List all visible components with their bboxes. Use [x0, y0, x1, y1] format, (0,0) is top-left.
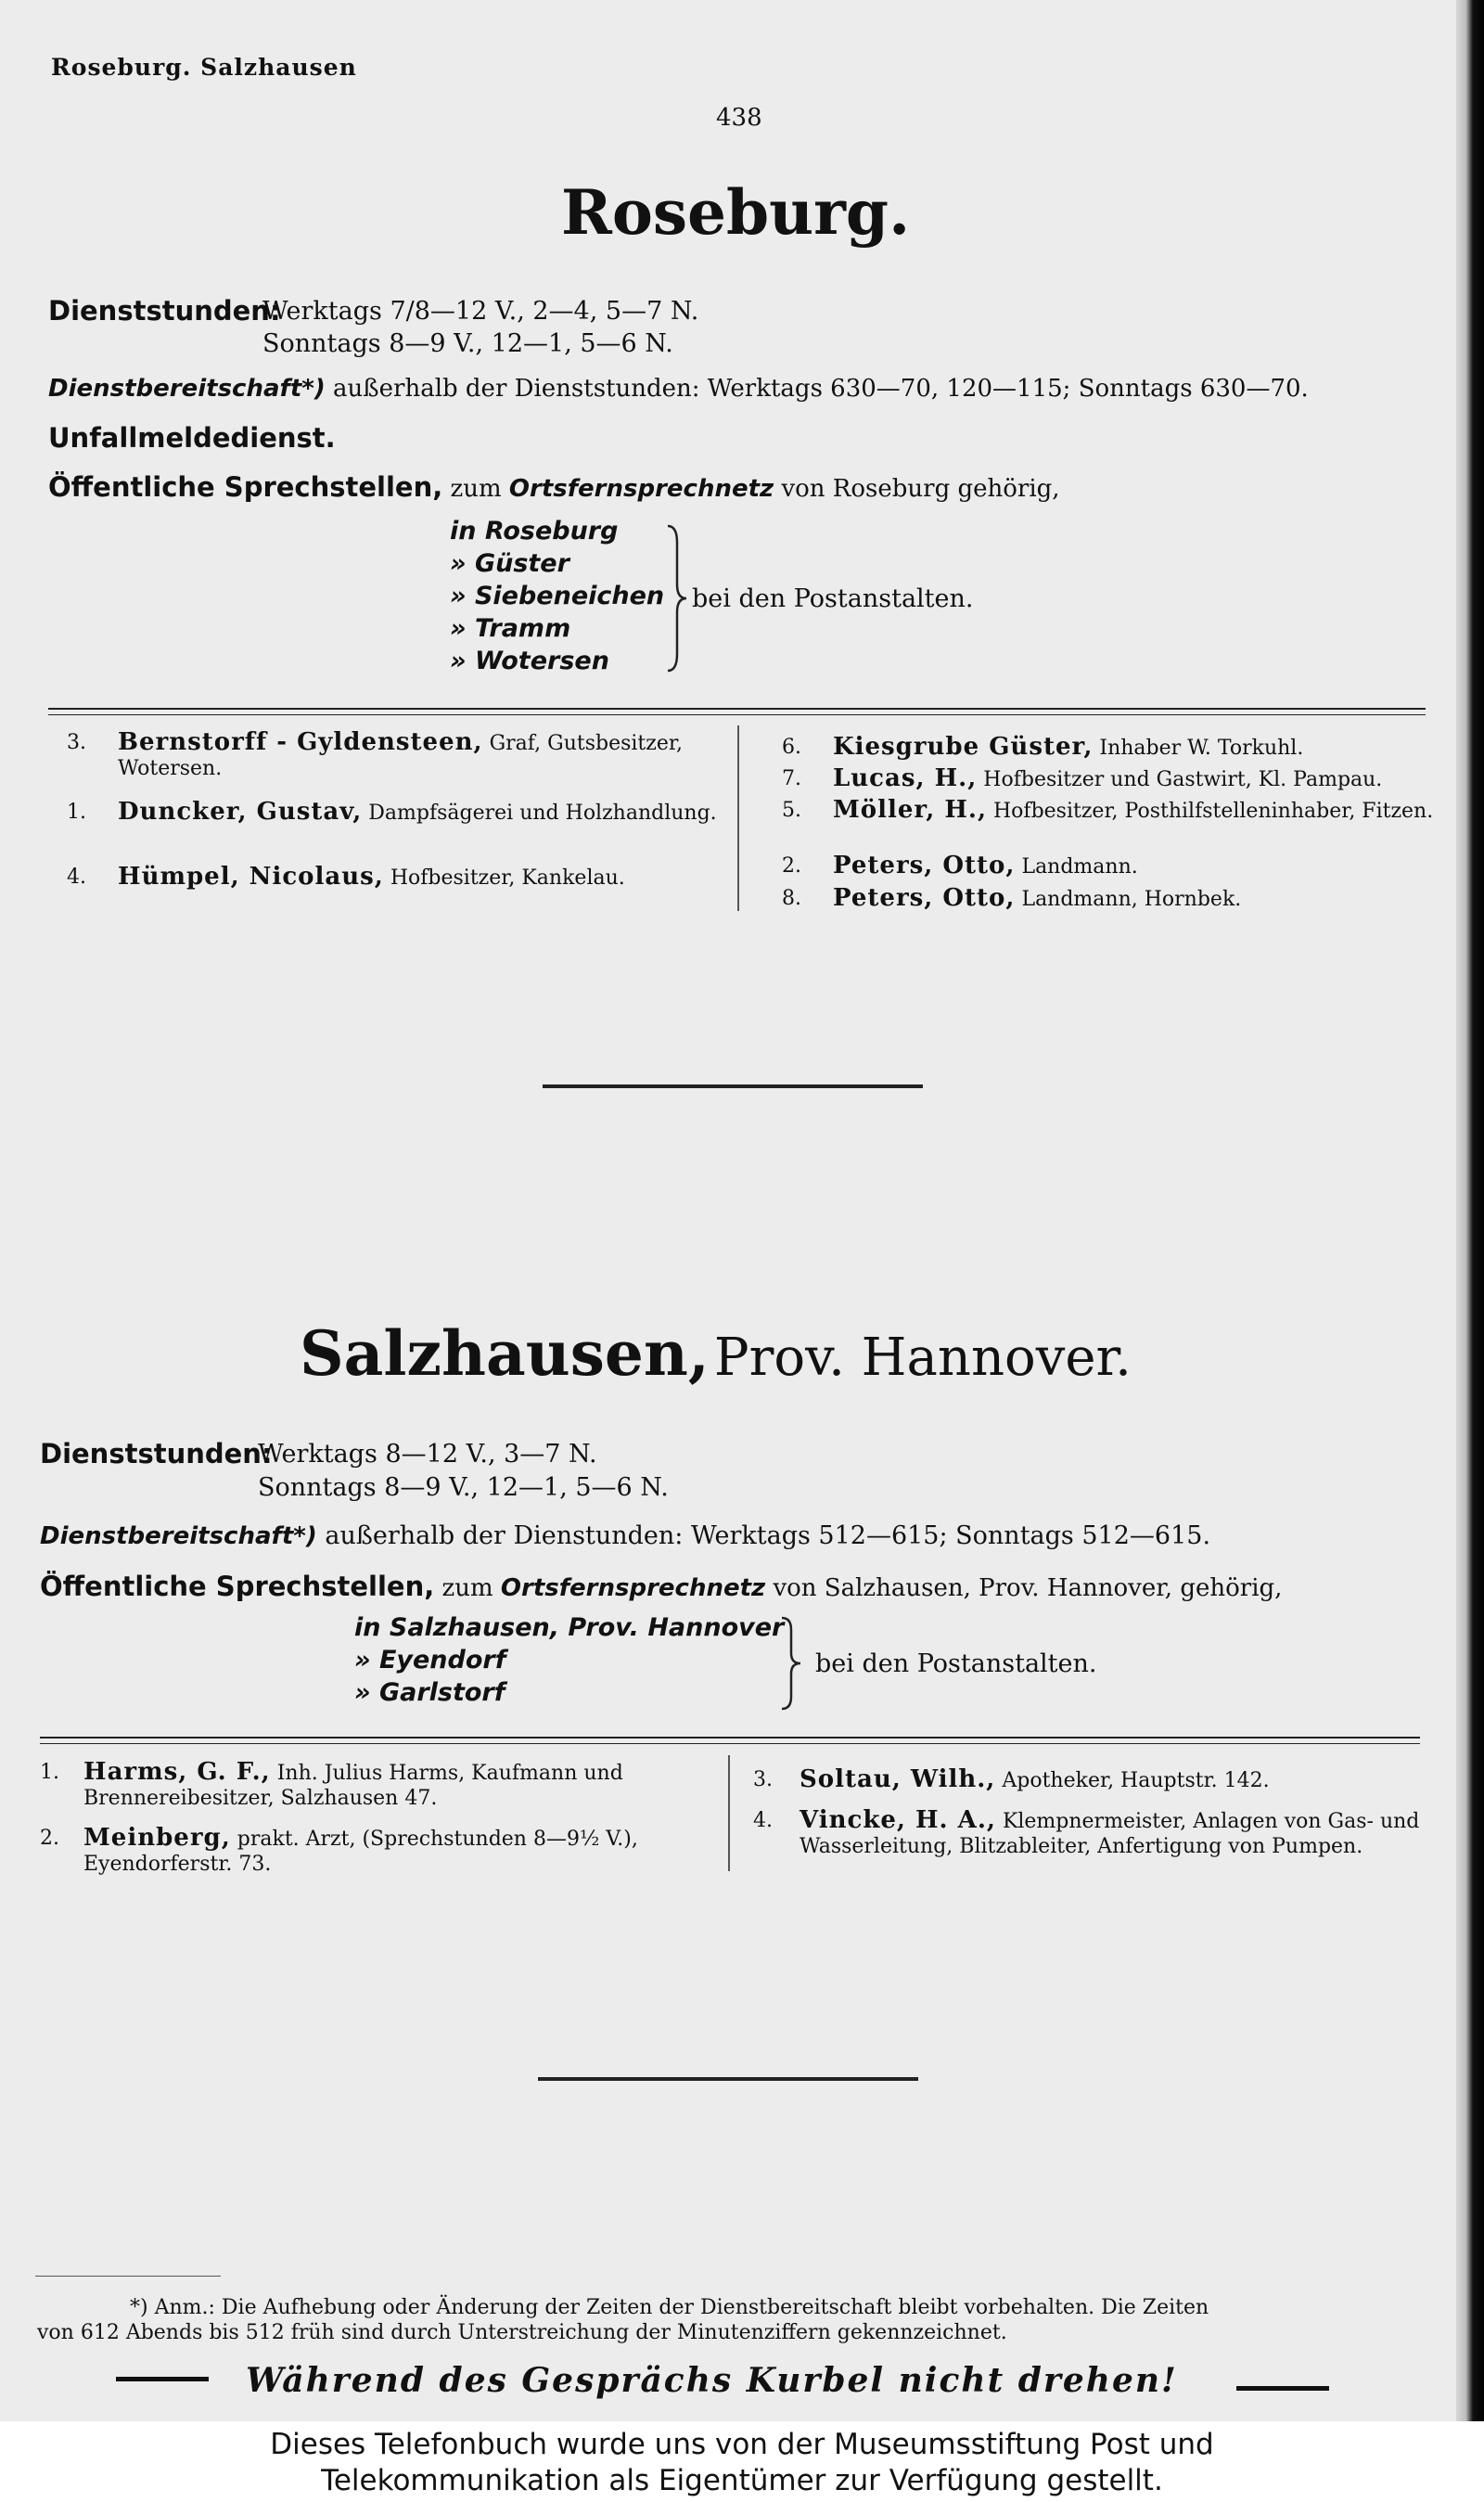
salzhausen-sprech-net: Ortsfernsprechnetz [500, 1574, 766, 1602]
salzhausen-title-rest: Prov. Hannover. [713, 1328, 1132, 1388]
salzhausen-column-divider [728, 1755, 730, 1871]
list-item: 2. Peters, Otto, Landmann. [782, 852, 1138, 879]
roseburg-unfall-label: Unfallmeldedienst. [48, 422, 336, 454]
page-edge-shadow [1456, 0, 1484, 2421]
list-item: 5. Möller, H., Hofbesitzer, Posthilfstelleninhaber, Fitzen. [782, 796, 1434, 824]
page-number: 438 [716, 104, 762, 132]
salzhausen-sprech-label: Öffentliche Sprechstellen, [40, 1571, 435, 1602]
list-item: 1. Duncker, Gustav, Dampfsägerei und Holzhandlung. [67, 798, 717, 826]
roseburg-place: » Tramm [450, 614, 571, 643]
salzhausen-sprech-rest: von Salzhausen, Prov. Hannover, gehörig, [773, 1574, 1283, 1602]
warning-rule-left [116, 2377, 209, 2381]
roseburg-dienststunden-line2: Sonntags 8—9 V., 12—1, 5—6 N. [262, 329, 673, 358]
footnote-line1: *) Anm.: Die Aufhebung oder Änderung der Zeiten der Dienstbereitschaft bleibt vorbehalten. Die Zeiten [130, 2296, 1209, 2319]
roseburg-bereitschaft-label: Dienstbereitschaft*) [48, 375, 326, 403]
warning-text: Während des Gesprächs Kurbel nicht drehen! [246, 2361, 1178, 2400]
attribution-banner [0, 2421, 1484, 2502]
roseburg-places-note: bei den Postanstalten. [692, 584, 974, 613]
salzhausen-table-rule-top2 [40, 1743, 1420, 1744]
salzhausen-sprechstellen [40, 1571, 1282, 1602]
roseburg-dienststunden-label: Dienststunden: [48, 295, 281, 327]
salzhausen-dienststunden-line2: Sonntags 8—9 V., 12—1, 5—6 N. [258, 1473, 669, 1502]
salzhausen-bereitschaft [40, 1521, 1210, 1550]
list-item: 1. Harms, G. F., Inh. Julius Harms, Kaufmann und Brennereibesitzer, Salzhausen 47. [40, 1758, 623, 1810]
salzhausen-places-list [354, 1611, 784, 1709]
salzhausen-place: » Garlstorf [354, 1678, 505, 1707]
roseburg-place: » Siebeneichen [450, 582, 665, 610]
section-divider [543, 1084, 923, 1088]
roseburg-bereitschaft-text: außerhalb der Dienststunden: Werktags 630—70, 120—115; Sonntags 630—70. [333, 375, 1309, 403]
roseburg-places-list [450, 515, 664, 677]
salzhausen-places-note: bei den Postanstalten. [815, 1649, 1097, 1678]
salzhausen-brace [777, 1616, 805, 1711]
roseburg-bereitschaft [48, 375, 1309, 403]
list-item: 3. Bernstorff - Gyldensteen, Graf, Gutsbesitzer, Wotersen. [67, 728, 683, 780]
section-divider [538, 2077, 918, 2081]
salzhausen-place: in Salzhausen, Prov. Hannover [354, 1613, 785, 1642]
list-item: 4. Hümpel, Nicolaus, Hofbesitzer, Kankelau. [67, 863, 625, 891]
salzhausen-bereitschaft-label: Dienstbereitschaft*) [40, 1522, 317, 1550]
roseburg-brace [663, 524, 691, 673]
roseburg-table-rule-top [48, 708, 1426, 710]
salzhausen-dienststunden-line1: Werktags 8—12 V., 3—7 N. [258, 1440, 597, 1469]
roseburg-sprechstellen [48, 471, 1060, 503]
footnote-rule [35, 2276, 221, 2277]
list-item: 8. Peters, Otto, Landmann, Hornbek. [782, 884, 1242, 912]
list-item: 4. Vincke, H. A., Klempnermeister, Anlagen von Gas- und Wasserleitung, Blitzableiter, Anfertigung von Pumpen. [753, 1806, 1420, 1858]
roseburg-title: Roseburg. [561, 176, 911, 249]
salzhausen-place: » Eyendorf [354, 1646, 506, 1674]
list-item: 3. Soltau, Wilh., Apotheker, Hauptstr. 142. [753, 1765, 1270, 1793]
roseburg-dienststunden-line1: Werktags 7/8—12 V., 2—4, 5—7 N. [262, 297, 699, 326]
list-item: 6. Kiesgrube Güster, Inhaber W. Torkuhl. [782, 733, 1304, 761]
banner-line1: Dieses Telefonbuch wurde uns von der Museumsstiftung Post und [270, 2428, 1214, 2461]
salzhausen-title [300, 1317, 1132, 1390]
salzhausen-title-bold: Salzhausen, [300, 1317, 710, 1390]
list-item: 2. Meinberg, prakt. Arzt, (Sprechstunden 8—9½ V.), Eyendorferstr. 73. [40, 1824, 638, 1876]
roseburg-place: » Güster [450, 549, 569, 578]
salzhausen-sprech-zum: zum [441, 1574, 493, 1602]
roseburg-sprech-label: Öffentliche Sprechstellen, [48, 471, 443, 503]
salzhausen-table-rule-top [40, 1737, 1420, 1739]
salzhausen-dienststunden-label: Dienststunden: [40, 1438, 273, 1469]
roseburg-table-rule-top2 [48, 714, 1426, 715]
roseburg-place: in Roseburg [450, 517, 619, 545]
roseburg-sprech-net: Ortsfernsprechnetz [508, 475, 774, 503]
warning-rule-right [1236, 2386, 1329, 2391]
roseburg-place: » Wotersen [450, 647, 609, 675]
salzhausen-bereitschaft-text: außerhalb der Dienstunden: Werktags 512—615; Sonntags 512—615. [325, 1521, 1211, 1550]
roseburg-sprech-rest: von Roseburg gehörig, [781, 475, 1060, 503]
footnote-line2: von 612 Abends bis 512 früh sind durch Unterstreichung der Minutenziffern gekennzeichnet. [37, 2321, 1007, 2344]
footnote [37, 2295, 1209, 2345]
banner-line2: Telekommunikation als Eigentümer zur Verfügung gestellt. [321, 2464, 1163, 2497]
roseburg-sprech-zum: zum [450, 475, 502, 503]
running-head: Roseburg. Salzhausen [51, 54, 357, 81]
list-item: 7. Lucas, H., Hofbesitzer und Gastwirt, Kl. Pampau. [782, 764, 1383, 792]
